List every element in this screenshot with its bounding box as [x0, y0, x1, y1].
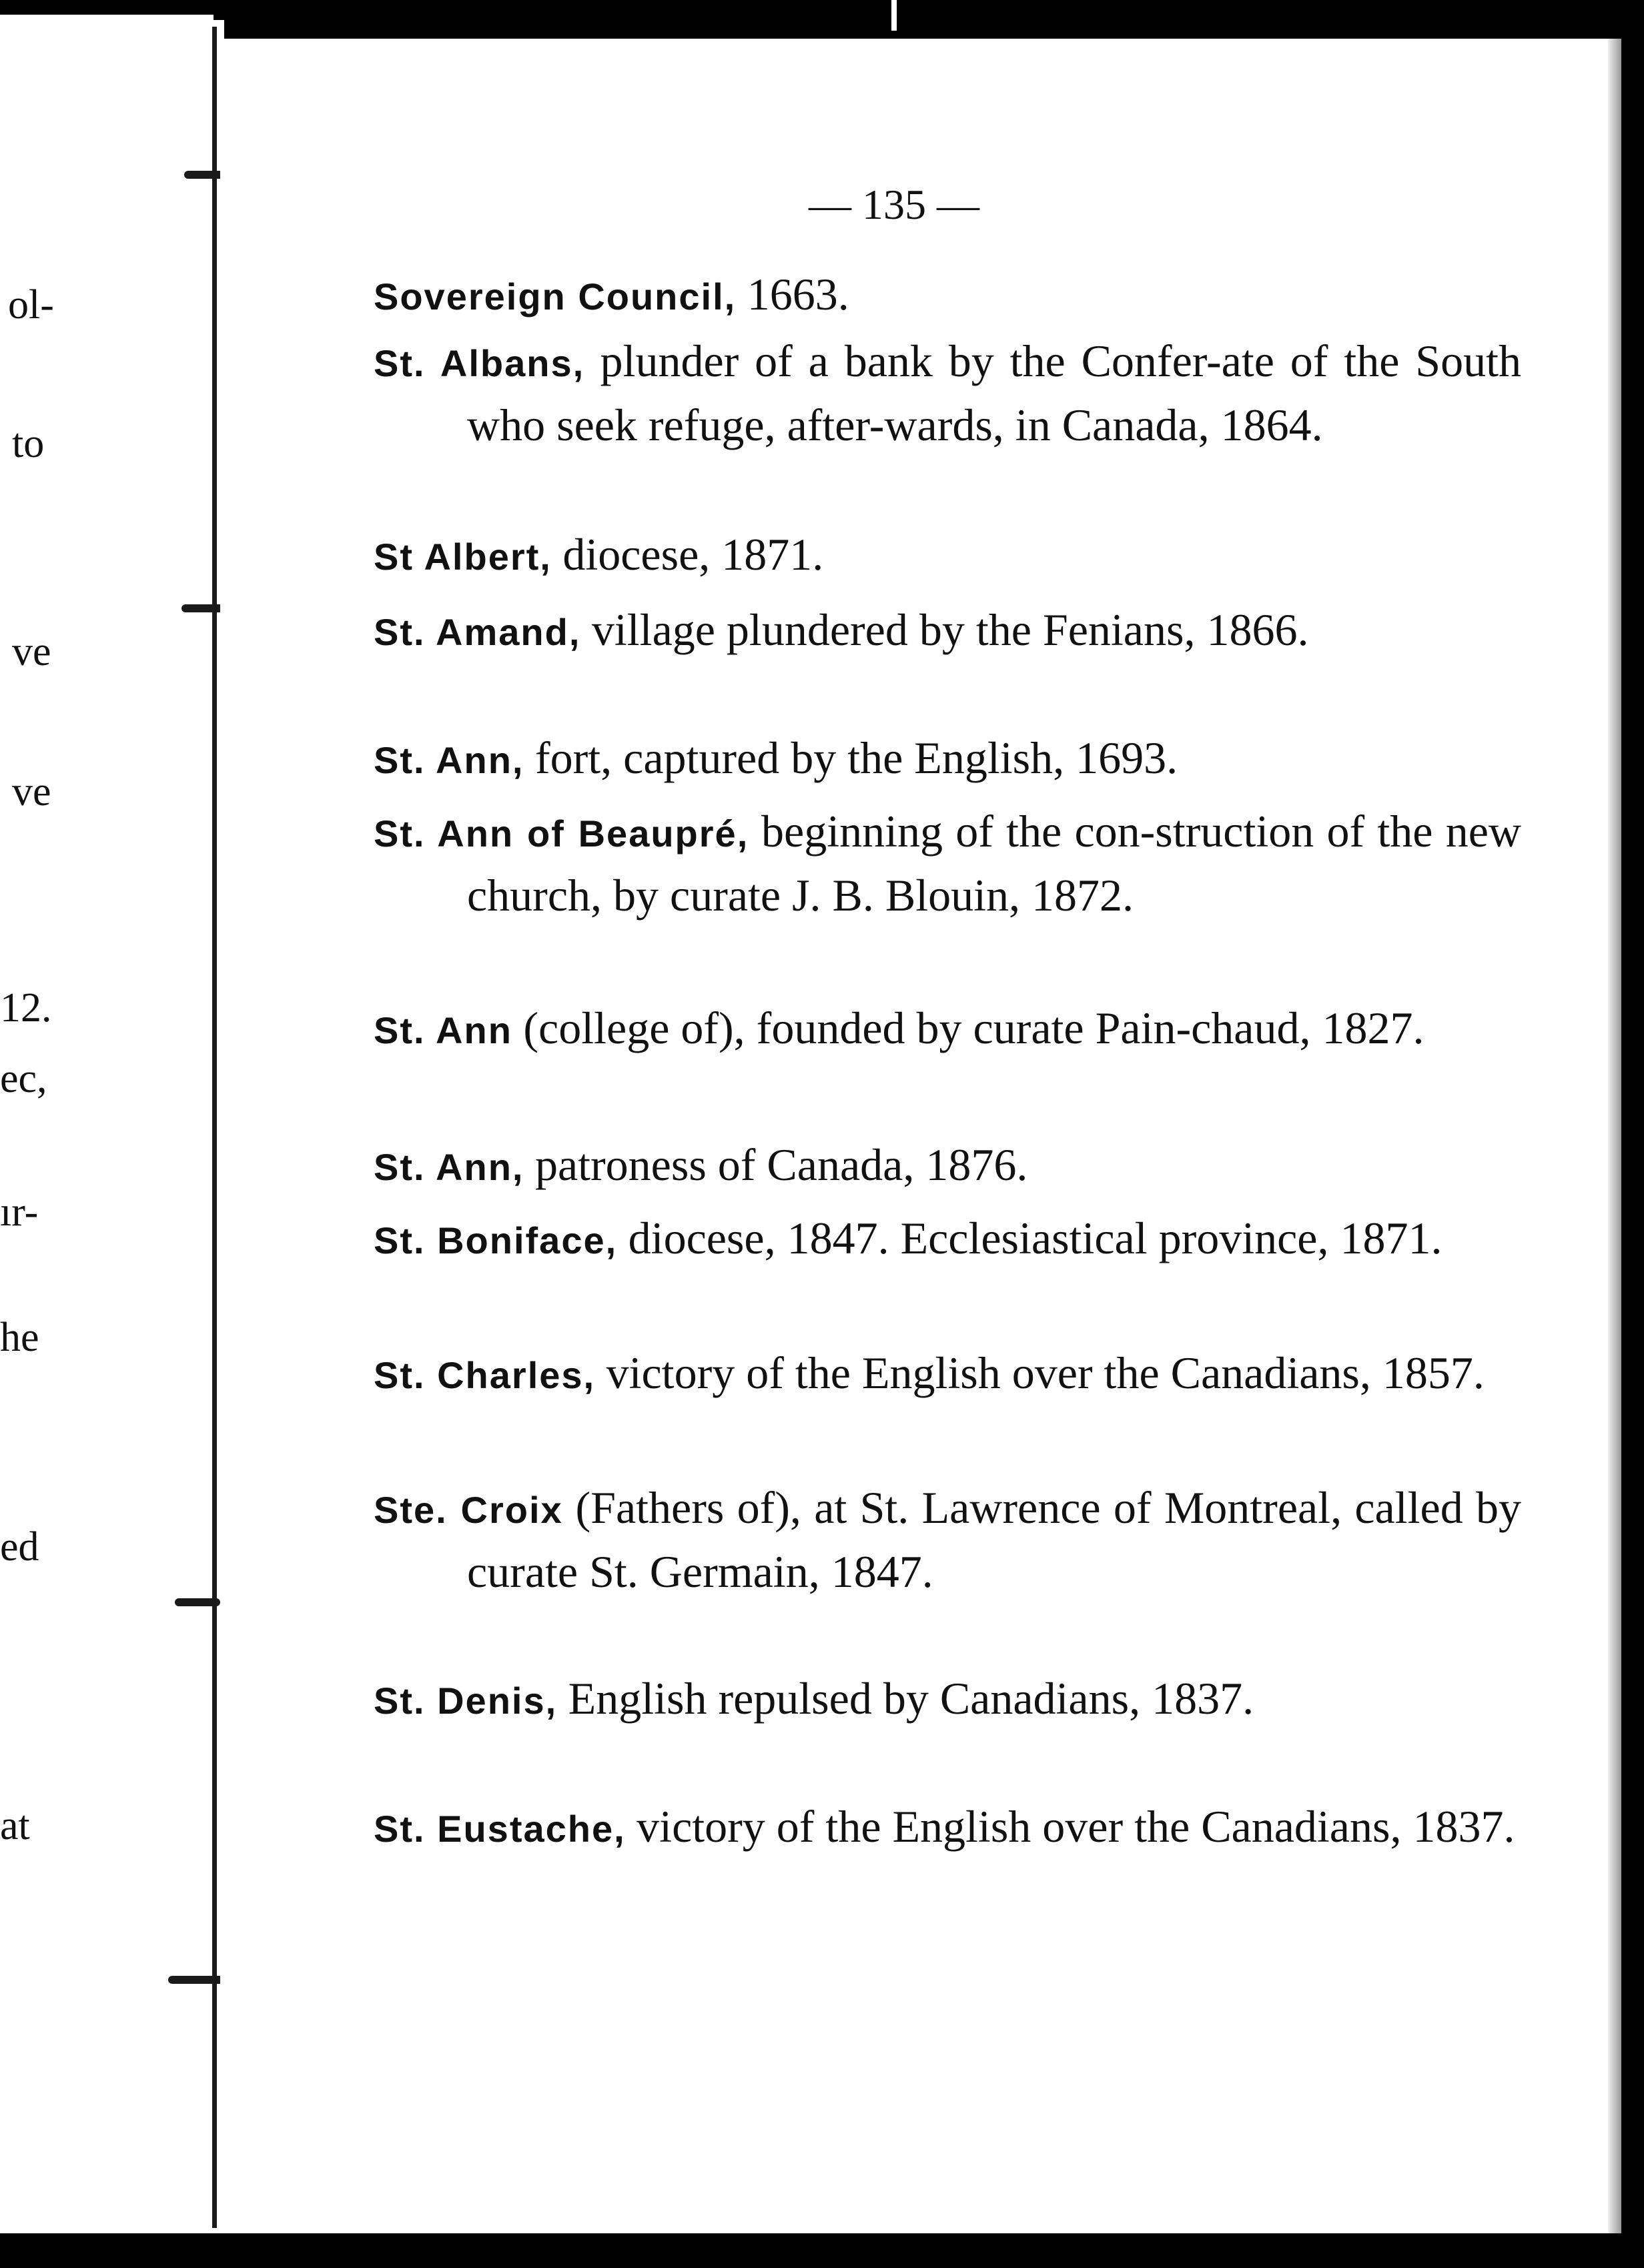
- entry-text: victory of the English over the Canadians, 1857.: [606, 1347, 1485, 1398]
- entry-text: (Fathers of), at St. Lawrence of Montreal, called by curate St. Germain, 1847.: [467, 1482, 1521, 1597]
- entry-text: beginning of the con-struction of the new church, by curate J. B. Blouin, 1872.: [467, 806, 1521, 921]
- entry-heading: St. Eustache,: [374, 1808, 626, 1850]
- entry-heading: St. Ann of Beaupré,: [374, 812, 749, 855]
- index-entry: [374, 599, 1521, 663]
- entry-text: village plundered by the Fenians, 1866.: [591, 604, 1309, 655]
- entry-text: diocese, 1871.: [562, 529, 824, 580]
- left-page-fragment: ve: [12, 629, 51, 674]
- entry-text: English repulsed by Canadians, 1837.: [568, 1673, 1254, 1724]
- left-page-fragment: he: [0, 1315, 39, 1360]
- scan-right-border: [1621, 0, 1644, 2268]
- scan-top-notch: [891, 0, 897, 31]
- page-number: — 135 —: [809, 181, 979, 228]
- left-page-fragment: ed: [0, 1524, 39, 1570]
- entry-text: 1663.: [747, 269, 849, 320]
- index-entry: [374, 263, 1521, 328]
- entry-heading: St. Boniface,: [374, 1219, 618, 1261]
- entry-heading: St. Ann: [374, 1009, 512, 1051]
- left-page-fragment: ır-: [0, 1189, 39, 1235]
- entry-heading: St. Ann,: [374, 1146, 524, 1188]
- index-entry: [374, 1668, 1521, 1732]
- entry-heading: St. Amand,: [374, 611, 581, 653]
- index-entry: [374, 524, 1521, 588]
- entry-text: victory of the English over the Canadians, 1837.: [637, 1801, 1515, 1852]
- entry-text: diocese, 1847. Ecclesiastical province, 1871.: [628, 1213, 1443, 1263]
- index-entry: [374, 1207, 1521, 1271]
- page-edge-shadow: [1608, 39, 1621, 2233]
- left-page-fragment: ve: [12, 769, 51, 814]
- binding-stitch: [175, 1598, 220, 1606]
- entry-text: fort, captured by the English, 1693.: [534, 732, 1178, 783]
- left-page-edge: [0, 15, 214, 2256]
- index-entry: [374, 1134, 1521, 1198]
- entry-heading: Sovereign Council,: [374, 275, 737, 318]
- left-page-fragment: at: [0, 1803, 30, 1848]
- entry-heading: St. Denis,: [374, 1680, 558, 1722]
- entry-heading: St. Ann,: [374, 739, 524, 781]
- index-entry: [374, 1342, 1521, 1406]
- entry-text: plunder of a bank by the Confer-ate of the South who seek refuge, after-wards, in Canada, 1864.: [467, 336, 1521, 450]
- left-page-fragment: ec,: [0, 1056, 47, 1101]
- entry-text: patroness of Canada, 1876.: [534, 1139, 1028, 1190]
- index-entry: [374, 800, 1521, 927]
- index-entry: [374, 330, 1521, 457]
- index-entry: [374, 1796, 1521, 1860]
- left-page-fragment: 12.: [0, 985, 52, 1031]
- index-entry: [374, 997, 1521, 1061]
- left-page-fragment: ol-: [8, 282, 54, 328]
- entry-text: (college of), founded by curate Pain-chaud, 1827.: [523, 1003, 1424, 1053]
- entry-heading: St Albert,: [374, 536, 552, 578]
- entry-heading: Ste. Croix: [374, 1489, 563, 1531]
- scan-bottom-border: [0, 2233, 1644, 2268]
- left-page-fragment: to: [12, 421, 45, 466]
- entry-heading: St. Charles,: [374, 1354, 596, 1396]
- index-entry: [374, 727, 1521, 791]
- index-entry: [374, 1477, 1521, 1604]
- binding-thread: [212, 27, 217, 2228]
- entry-heading: St. Albans,: [374, 342, 585, 384]
- scan-top-border: [0, 0, 1644, 39]
